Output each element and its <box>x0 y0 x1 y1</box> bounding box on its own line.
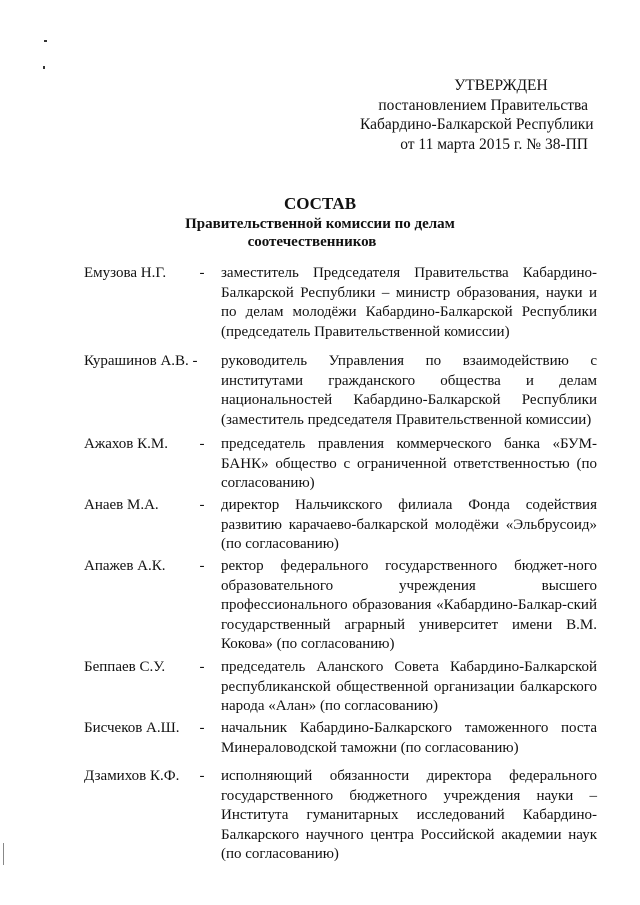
approval-heading: УТВЕРЖДЕН <box>454 77 548 94</box>
member-role: председатель Аланского Совета Кабардино-Балкарской республиканской общественной организации балкарского народа «Алан» (по согласованию) <box>221 659 597 714</box>
approval-line-1: постановлением Правительства <box>378 96 588 114</box>
member-name: Курашинов А.В. - <box>84 353 198 369</box>
approval-stamp <box>360 76 594 154</box>
member-name: Емузова Н.Г. <box>84 265 167 281</box>
member-role: директор Нальчикского филиала Фонда содействия развитию карачаево-балкарской молодёжи «Эльбрусоид» (по согласованию) <box>221 497 597 552</box>
member-name: Беппаев С.У. <box>84 659 166 675</box>
scan-speck <box>44 40 47 42</box>
member-name: Анаев М.А. <box>84 497 159 513</box>
member-name: Ажахов К.М. <box>84 436 168 452</box>
member-dash: - <box>199 436 205 452</box>
member-name: Бисчеков А.Ш. <box>84 720 180 736</box>
document-title <box>170 193 470 251</box>
member-dash: - <box>199 497 205 513</box>
member-dash: - <box>199 558 205 574</box>
member-dash: - <box>199 768 205 784</box>
member-dash: - <box>199 720 205 736</box>
member-role: ректор федерального государственного бюджет-ного образовательного учреждения высшего профессионального образования «Кабардино-Балкар-ский государственный аграрный университет имени В.М. Кокова» (по согласованию) <box>221 558 597 652</box>
title-subtitle-1: Правительственной комиссии по делам <box>185 216 455 232</box>
member-dash: - <box>199 659 205 675</box>
scan-edge-mark <box>3 843 4 865</box>
member-name: Апажев А.К. <box>84 558 166 574</box>
approval-line-3: от 11 марта 2015 г. № 38-ПП <box>400 135 588 153</box>
title-main: СОСТАВ <box>283 194 357 213</box>
member-role: начальник Кабардино-Балкарского таможенного поста Минераловодской таможни (по согласованию) <box>221 720 597 756</box>
member-role: председатель правления коммерческого банка «БУМ-БАНК» общество с ограниченной ответственностью (по согласованию) <box>221 436 597 491</box>
scan-speck <box>43 66 45 69</box>
approval-line-2: Кабардино-Балкарской Республики <box>360 116 594 133</box>
member-name: Дзамихов К.Ф. <box>84 768 180 784</box>
member-role: заместитель Председателя Правительства Кабардино-Балкарской Республики – министр образования, науки и по делам молодёжи Кабардино-Балкарской Республики (председатель Правительственной комиссии) <box>221 265 597 340</box>
title-subtitle-2: соотечественников <box>247 234 377 250</box>
member-role: руководитель Управления по взаимодействию с институтами гражданского общества и делам национальностей Кабардино-Балкарской Республики (заместитель председателя Правительственной комиссии) <box>221 353 597 428</box>
member-dash: - <box>199 265 205 281</box>
member-role: исполняющий обязанности директора федерального государственного бюджетного учреждения науки – Института гуманитарных исследований Кабардино-Балкарского научного центра Российской академии наук (по согласованию) <box>221 768 597 862</box>
